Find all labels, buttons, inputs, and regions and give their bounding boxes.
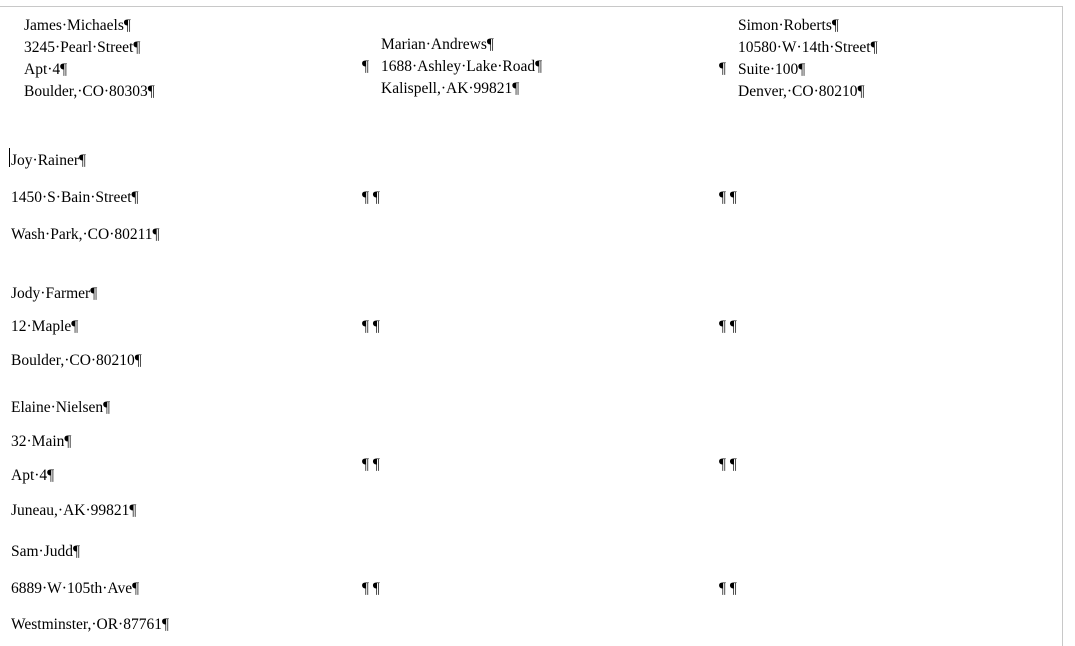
label-line: 3245·Pearl·Street¶ bbox=[24, 39, 141, 56]
label-line: Suite·100¶ bbox=[738, 61, 806, 78]
label-line: Boulder,·CO·80210¶ bbox=[11, 352, 142, 369]
text-cursor bbox=[9, 148, 10, 167]
label-line: 32·Main¶ bbox=[11, 433, 72, 450]
paragraph-mark: ¶ bbox=[719, 60, 727, 77]
label-line: Apt·4¶ bbox=[11, 467, 55, 484]
label-line: Sam·Judd¶ bbox=[11, 543, 81, 560]
label-line: Juneau,·AK·99821¶ bbox=[11, 502, 137, 519]
label-line: Marian·Andrews¶ bbox=[381, 36, 494, 53]
label-line: 6889·W·105th·Ave¶ bbox=[11, 580, 140, 597]
label-line: Denver,·CO·80210¶ bbox=[738, 83, 865, 100]
label-line: Joy·Rainer¶ bbox=[11, 152, 87, 169]
label-line: 1688·Ashley·Lake·Road¶ bbox=[381, 58, 543, 75]
empty-label-marks: ¶ ¶ bbox=[362, 456, 380, 473]
label-line: Simon·Roberts¶ bbox=[738, 17, 839, 34]
label-line: 10580·W·14th·Street¶ bbox=[738, 39, 878, 56]
label-line: Apt·4¶ bbox=[24, 61, 68, 78]
label-line: James·Michaels¶ bbox=[24, 17, 131, 34]
label-line: Jody·Farmer¶ bbox=[11, 285, 98, 302]
paragraph-mark: ¶ bbox=[362, 58, 370, 75]
label-line: Westminster,·OR·87761¶ bbox=[11, 616, 169, 633]
empty-label-marks: ¶ ¶ bbox=[719, 456, 737, 473]
empty-label-marks: ¶ ¶ bbox=[719, 189, 737, 206]
label-line: 1450·S·Bain·Street¶ bbox=[11, 189, 139, 206]
label-line: Elaine·Nielsen¶ bbox=[11, 399, 111, 416]
empty-label-marks: ¶ ¶ bbox=[362, 318, 380, 335]
page-margin-top-guide bbox=[0, 6, 1063, 7]
label-line: 12·Maple¶ bbox=[11, 318, 79, 335]
empty-label-marks: ¶ ¶ bbox=[719, 318, 737, 335]
label-line: Wash·Park,·CO·80211¶ bbox=[11, 226, 160, 243]
label-line: Kalispell,·AK·99821¶ bbox=[381, 80, 520, 97]
empty-label-marks: ¶ ¶ bbox=[362, 580, 380, 597]
page-margin-right-guide bbox=[1062, 6, 1063, 646]
empty-label-marks: ¶ ¶ bbox=[362, 189, 380, 206]
label-line: Boulder,·CO·80303¶ bbox=[24, 83, 155, 100]
empty-label-marks: ¶ ¶ bbox=[719, 580, 737, 597]
